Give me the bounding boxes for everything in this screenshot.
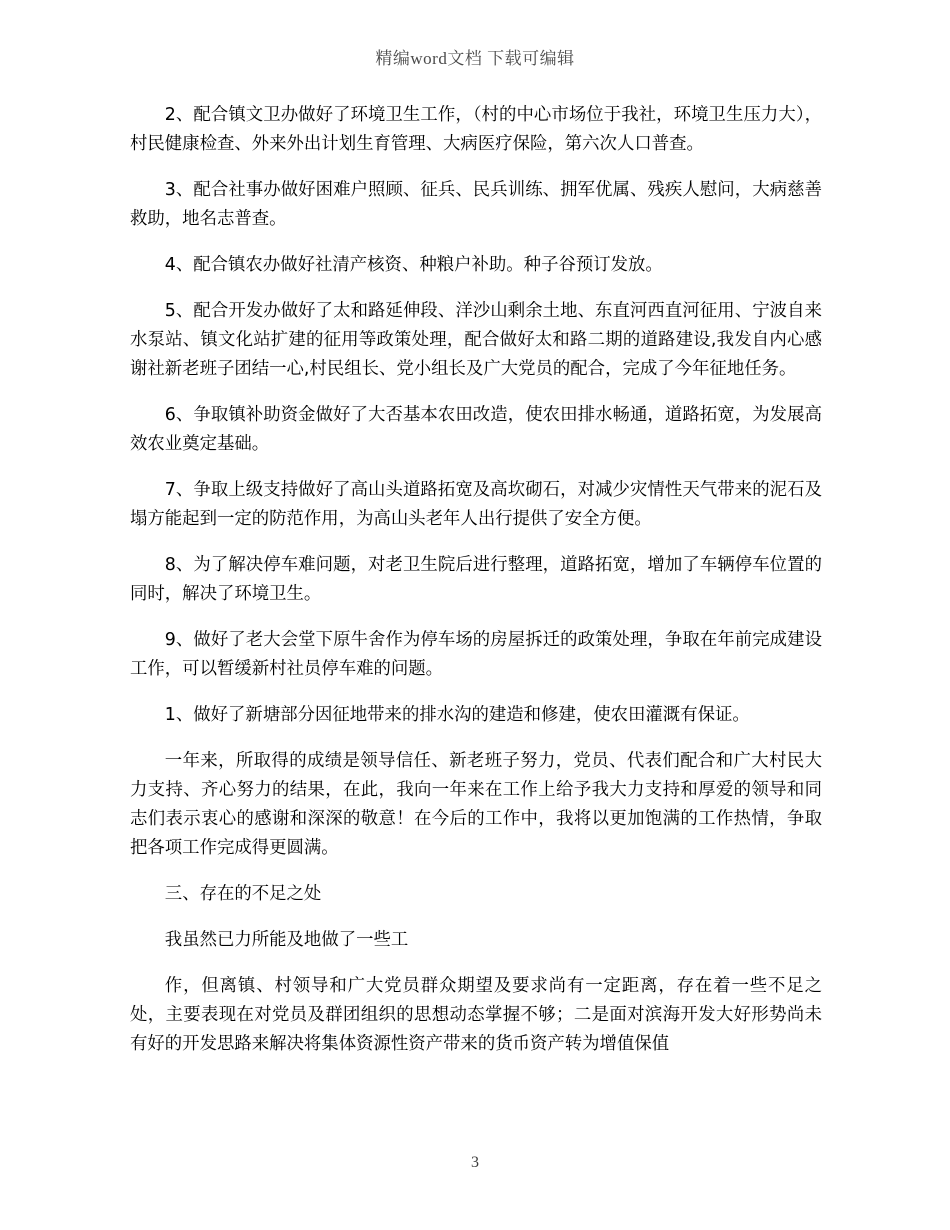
paragraph-item-8: 8、为了解决停车难问题，对老卫生院后进行整理，道路拓宽，增加了车辆停车位置的同时，解决了环境卫生。 <box>130 555 822 604</box>
page-number: 3 <box>471 1154 479 1171</box>
paragraph-item-7: 7、争取上级支持做好了高山头道路拓宽及高坎砌石，对减少灾情性天气带来的泥石及塌方能起到一定的防范作用，为高山头老年人出行提供了安全方便。 <box>130 480 822 529</box>
paragraph-item-9: 9、做好了老大会堂下原牛舍作为停车场的房屋拆迁的政策处理，争取在年前完成建设工作，可以暂缓新村社员停车难的问题。 <box>130 630 822 679</box>
paragraph-item-1b: 1、做好了新塘部分因征地带来的排水沟的建造和修建，使农田灌溉有保证。 <box>164 705 750 725</box>
paragraph-shortcomings-intro: 我虽然已力所能及地做了一些工 <box>164 930 409 950</box>
paragraph-summary: 一年来，所取得的成绩是领导信任、新老班子努力，党员、代表们配合和广大村民大力支持、齐心努力的结果，在此，我向一年来在工作上给予我大力支持和厚爱的领导和同志们表示衷心的感谢和深深的敬意！在今后的工作中，我将以更加饱满的工作热情，争取把各项工作完成得更圆满。 <box>130 751 822 858</box>
paragraph-item-3: 3、配合社事办做好困难户照顾、征兵、民兵训练、拥军优属、残疾人慰问，大病慈善救助，地名志普查。 <box>130 180 822 229</box>
section-heading-three: 三、存在的不足之处 <box>164 884 322 904</box>
paragraph-item-5: 5、配合开发办做好了太和路延伸段、洋沙山剩余土地、东直河西直河征用、宁波自来水泵站、镇文化站扩建的征用等政策处理，配合做好太和路二期的道路建设,我发自内心感谢社新老班子团结一心,村民组长、党小组长及广大党员的配合，完成了今年征地任务。 <box>130 301 822 379</box>
paragraph-item-2: 2、配合镇文卫办做好了环境卫生工作，（村的中心市场位于我社，环境卫生压力大），村民健康检查、外来外出计划生育管理、大病医疗保险，第六次人口普查。 <box>130 105 822 154</box>
paragraph-item-4: 4、配合镇农办做好社清产核资、种粮户补助。种子谷预订发放。 <box>164 255 663 275</box>
document-body <box>130 101 822 1059</box>
paragraph-item-6: 6、争取镇补助资金做好了大否基本农田改造，使农田排水畅通，道路拓宽，为发展高效农业奠定基础。 <box>130 405 822 454</box>
paragraph-shortcomings-body: 作，但离镇、村领导和广大党员群众期望及要求尚有一定距离，存在着一些不足之处，主要表现在对党员及群团组织的思想动态掌握不够；二是面对滨海开发大好形势尚未有好的开发思路来解决将集体资源性资产带来的货币资产转为增值保值 <box>130 976 822 1054</box>
page-header-watermark: 精编word文档 下载可编辑 <box>375 49 575 68</box>
